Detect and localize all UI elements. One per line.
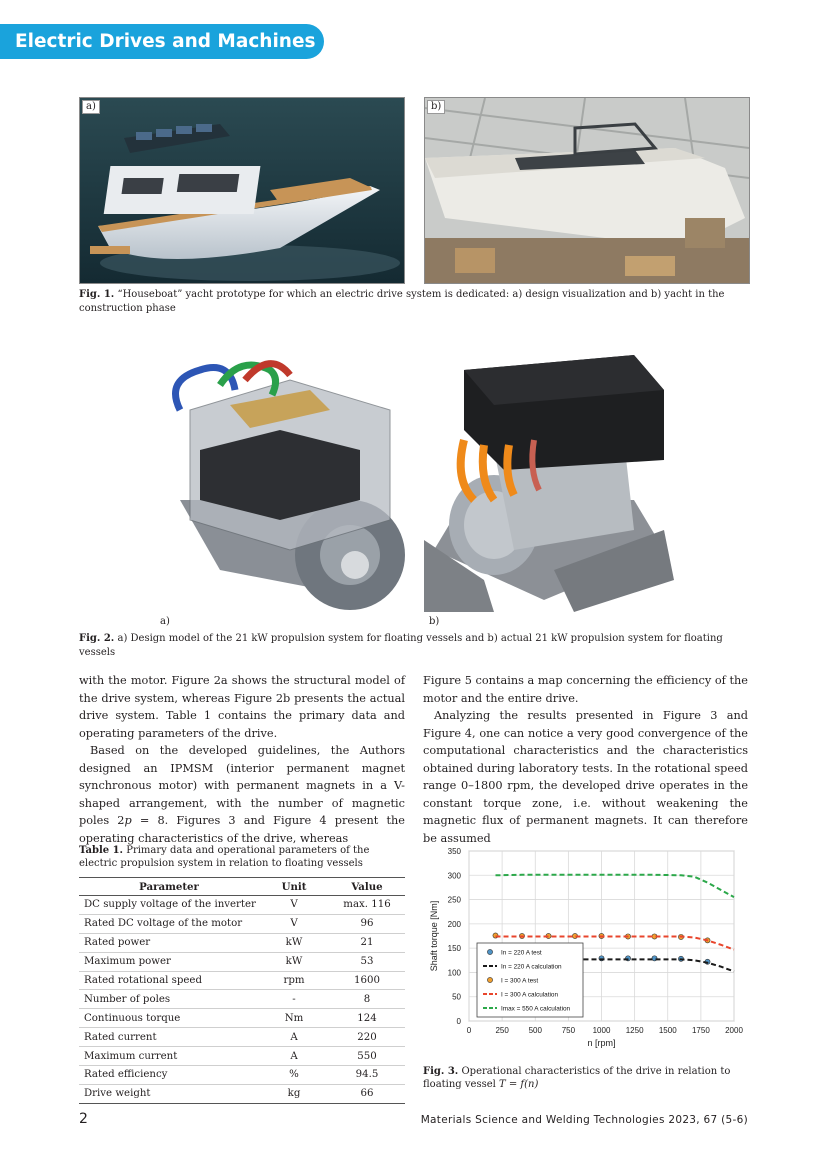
section-title: Electric Drives and Machines [15,31,316,52]
table1-header-unit: Unit [259,878,329,896]
x-tick-label: 750 [561,1026,576,1035]
table1-header-value: Value [329,878,405,896]
table1-caption-label: Table 1. [79,845,124,856]
legend-swatch-2 [487,977,492,982]
figure1-image-b [424,97,750,284]
x-tick-label: 0 [466,1026,472,1035]
x-tick-label: 1250 [625,1026,644,1035]
figure1-caption [79,288,748,316]
body-left-paragraph-2-part-a: Based on the developed guidelines, the Authors designed an IPMSM (interior permanent magnet synchronous motor) with permanent magnets in a V-shaped arrangement, with the number of magnetic poles 2 [79,744,405,827]
figure1-panel-b-label: b) [427,100,445,114]
table-cell-unit: V [259,914,329,933]
table1 [79,877,405,1104]
legend-label-4: Imax = 550 A calculation [501,1005,571,1013]
body-right-paragraph-2: Analyzing the results presented in Figure 3 and Figure 4, one can notice a very good convergence of the computational characteristics and the characteristics obtained during laboratory tests. In the rotational speed range 0–1800 rpm, the developed drive operates in the constant torque zone, i.e. without weakening the magnetic flux of permanent magnets. It can therefore be assumed [423,709,748,845]
figure1-caption-text: “Houseboat” yacht prototype for which an electric drive system is dedicated: a) design visualization and b) yacht in the construction phase [79,289,725,314]
y-tick-label: 250 [447,895,461,905]
table-cell-parameter: Rated efficiency [79,1066,259,1085]
x-tick-label: 250 [495,1026,509,1035]
table-cell-parameter: Rated current [79,1028,259,1047]
table-row [79,1084,405,1103]
body-right-paragraph-1: Figure 5 contains a map concerning the efficiency of the motor and the entire drive. [423,674,748,705]
table-cell-value: 94.5 [329,1066,405,1085]
table-cell-value: 21 [329,933,405,952]
table-cell-unit: kg [259,1084,329,1103]
table-cell-unit: - [259,990,329,1009]
table-cell-parameter: Rated rotational speed [79,971,259,990]
table-cell-unit: kW [259,952,329,971]
x-tick-label: 2000 [725,1026,743,1035]
table-row [79,1028,405,1047]
legend-swatch-0 [487,949,492,954]
body-left-paragraph-1: with the motor. Figure 2a shows the structural model of the drive system, whereas Figure 2b presents the actual drive system. Table 1 contains the primary data and operating parameters of the drive. [79,674,405,740]
yacht-render-illustration [80,98,404,283]
y-tick-label: 50 [452,992,461,1002]
motor-design-model-illustration [160,350,410,610]
figure2-panel-a-label: a) [160,616,170,627]
table-cell-parameter: Drive weight [79,1084,259,1103]
table-cell-value: 124 [329,1009,405,1028]
table-cell-parameter: Number of poles [79,990,259,1009]
figure2-caption-text: a) Design model of the 21 kW propulsion system for floating vessels and b) actual 21 kW propulsion system for floating vessels [79,633,723,658]
figure3-caption-text: Operational characteristics of the drive in relation to floating vessel [423,1066,731,1090]
x-tick-label: 1750 [691,1026,710,1035]
table-cell-parameter: DC supply voltage of the inverter [79,896,259,915]
table1-caption [79,844,405,870]
table-cell-unit: Nm [259,1009,329,1028]
x-tick-label: 1500 [658,1026,677,1035]
table-cell-value: 8 [329,990,405,1009]
table-cell-unit: A [259,1047,329,1066]
figure2-panel-b-label: b) [429,616,440,627]
figure3-caption [423,1065,748,1091]
table-cell-parameter: Rated power [79,933,259,952]
section-header [0,24,324,59]
table-cell-unit: A [259,1028,329,1047]
x-tick-label: 1000 [592,1026,611,1035]
figure3-caption-formula: T = f(n) [499,1079,539,1090]
body-left-paragraph-2-variable: p [124,814,132,827]
table-cell-parameter: Continuous torque [79,1009,259,1028]
table-cell-value: 220 [329,1028,405,1047]
table-row [79,896,405,915]
y-tick-label: 150 [447,944,461,954]
y-tick-label: 0 [456,1017,461,1026]
figure2-caption-label: Fig. 2. [79,633,115,644]
table-cell-unit: rpm [259,971,329,990]
table-cell-unit: kW [259,933,329,952]
legend-label-0: In = 220 A test [501,949,542,957]
page-number: 2 [79,1111,88,1127]
figure1-image-a [79,97,405,284]
body-left-paragraph-2-part-b: = 8. Figures 3 and Figure 4 present the operating characteristics of the drive, whereas [79,814,405,845]
legend-label-1: In = 220 A calculation [501,963,562,971]
table-row [79,1047,405,1066]
table-cell-value: 53 [329,952,405,971]
table-cell-parameter: Rated DC voltage of the motor [79,914,259,933]
y-tick-label: 350 [447,847,461,856]
table-cell-value: 550 [329,1047,405,1066]
figure3-caption-label: Fig. 3. [423,1066,459,1077]
x-tick-label: 500 [528,1026,542,1035]
motor-actual-photo-illustration [424,350,674,612]
body-right-column [423,672,748,847]
table-cell-parameter: Maximum current [79,1047,259,1066]
table-row [79,1066,405,1085]
table-cell-parameter: Maximum power [79,952,259,971]
figure3-torque-chart [423,843,749,1058]
legend-label-3: I = 300 A calculation [501,991,559,999]
y-tick-label: 200 [447,919,461,929]
y-tick-label: 100 [447,968,461,978]
figure2-image-a [160,350,410,610]
table-cell-value: 1600 [329,971,405,990]
table1-header-row [79,878,405,896]
journal-citation: Materials Science and Welding Technologies 2023, 67 (5-6) [420,1114,748,1126]
body-left-paragraph-2 [79,742,405,847]
table1-header-parameter: Parameter [79,878,259,896]
table-cell-unit: V [259,896,329,915]
y-tick-label: 300 [447,871,461,881]
table-cell-value: 96 [329,914,405,933]
table-row [79,952,405,971]
table-row [79,971,405,990]
table1-caption-text: Primary data and operational parameters of the electric propulsion system in relation to floating vessels [79,845,370,869]
x-axis-label: n [rpm] [587,1038,616,1048]
legend-label-2: I = 300 A test [501,977,539,985]
figure1-caption-label: Fig. 1. [79,289,115,300]
yacht-construction-illustration [425,98,749,283]
figure2-image-b [424,350,674,612]
table-cell-value: max. 116 [329,896,405,915]
y-axis-label: Shaft torque [Nm] [429,900,439,972]
table-row [79,933,405,952]
table-row [79,990,405,1009]
figure1-panel-a-label: a) [82,100,100,114]
table-row [79,1009,405,1028]
figure2-caption [79,632,748,660]
table-cell-value: 66 [329,1084,405,1103]
body-left-column [79,672,405,847]
table-row [79,914,405,933]
table-cell-unit: % [259,1066,329,1085]
